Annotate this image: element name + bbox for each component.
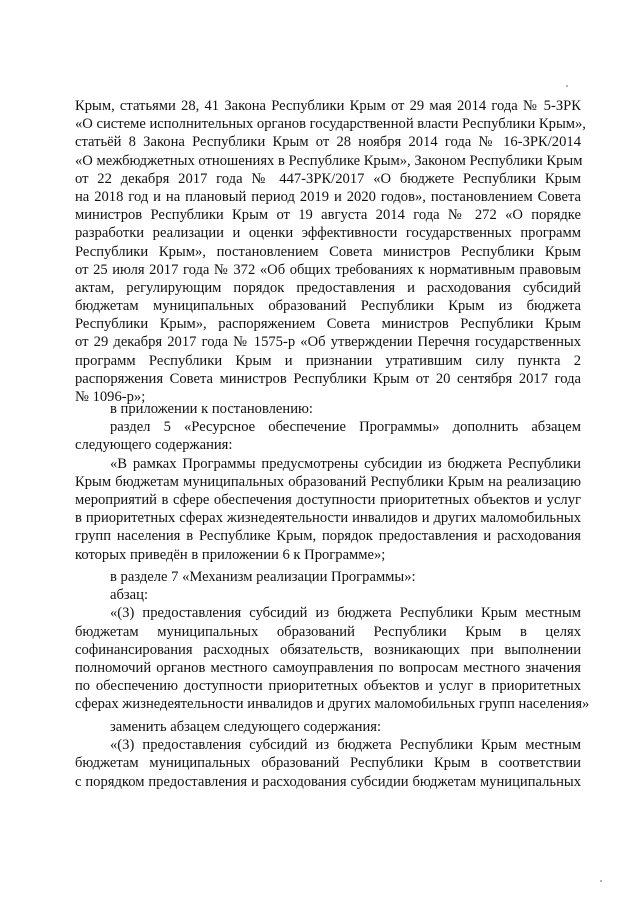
text-line: бюджетам муниципальных образований Республики Крым в соответствии <box>75 755 581 772</box>
text-line: № 1096-р»; <box>75 389 146 405</box>
text-line: «(3) предоставления субсидий из бюджета Республики Крым местным <box>110 737 581 754</box>
text-line: в разделе 7 «Механизм реализации Программы»: <box>110 569 416 585</box>
paragraph-section-7 <box>75 568 590 714</box>
text-line: от 29 декабря 2017 года № 1575-р «Об утверждении Перечня государственных <box>75 334 581 351</box>
text-line: распоряжения Совета министров Республики Крым от 20 сентября 2017 года <box>75 370 581 387</box>
text-line: статьёй 8 Закона Республики Крым от 28 ноября 2014 года № 16-ЗРК/2014 <box>75 134 581 151</box>
text-line: раздел 5 «Ресурсное обеспечение Программы» дополнить абзацем <box>110 419 581 436</box>
text-line: софинансирования расходных обязательств, возникающих при выполнении <box>75 641 581 658</box>
text-line: в приложении к постановлению: <box>110 401 313 417</box>
text-line: полномочий органов местного самоуправления по вопросам местного значения <box>75 659 581 676</box>
text-line: от 25 июля 2017 года № 372 «Об общих требованиях к нормативным правовым <box>75 261 581 278</box>
text-line: заменить абзацем следующего содержания: <box>110 719 382 735</box>
text-line: в приоритетных сферах жизнедеятельности инвалидов и других маломобильных <box>75 510 581 527</box>
text-line: от 22 декабря 2017 года № 447-ЗРК/2017 «О бюджете Республики Крым <box>75 170 581 187</box>
text-line: абзац: <box>110 587 149 604</box>
text-line: мероприятий в сфере обеспечения доступности приоритетных объектов и услуг <box>75 491 581 508</box>
text-line: министров Республики Крым от 19 августа 2014 года № 272 «О порядке <box>75 207 581 224</box>
text-line: Крым, статьями 28, 41 Закона Республики Крым от 29 мая 2014 года № 5-ЗРК <box>75 98 581 114</box>
paragraph-section-5 <box>75 400 581 564</box>
scan-speck <box>600 880 602 882</box>
text-line: которых приведён в приложении 6 к Программе»; <box>75 546 386 563</box>
text-line: «(3) предоставления субсидий из бюджета Республики Крым местным <box>110 605 581 622</box>
text-line: Республики Крым», распоряжением Совета министров Республики Крым <box>75 316 581 333</box>
text-line: бюджетам муниципальных образований Республики Крым в целях <box>75 623 581 640</box>
text-line: разработки реализации и оценки эффективности государственных программ <box>75 225 581 242</box>
text-line: актам, регулирующим порядок предоставления и расходования субсидий <box>75 279 581 296</box>
text-line: бюджетам муниципальных образований Республики Крым из бюджета <box>75 298 581 315</box>
text-line: с порядком предоставления и расходования субсидии бюджетам муниципальных <box>75 773 581 790</box>
paragraph-replacement <box>75 718 581 791</box>
scan-speck <box>566 85 568 87</box>
text-line: «В рамках Программы предусмотрены субсидии из бюджета Республики <box>110 455 581 472</box>
text-line: программ Республики Крым и признании утратившим силу пункта 2 <box>75 352 581 369</box>
text-line: на 2018 год и на плановый период 2019 и 2020 годов», постановлением Совета <box>75 188 581 205</box>
text-line: «О межбюджетных отношениях в Республике Крым», Законом Республики Крым <box>75 152 583 169</box>
text-line: Республики Крым», постановлением Совета министров Республики Крым <box>75 243 581 260</box>
paragraph-legal-basis <box>75 97 586 406</box>
text-line: следующего содержания: <box>75 437 233 454</box>
text-line: по обеспечению доступности приоритетных объектов и услуг в приоритетных <box>75 678 581 695</box>
text-line: групп населения в Республике Крым, порядок предоставления и расходования <box>75 528 581 545</box>
text-line: сферах жизнедеятельности инвалидов и других маломобильных групп населения» <box>75 696 590 713</box>
text-line: «О системе исполнительных органов государственной власти Республики Крым», <box>75 116 586 133</box>
text-line: Крым бюджетам муниципальных образований Республики Крым на реализацию <box>75 473 581 490</box>
